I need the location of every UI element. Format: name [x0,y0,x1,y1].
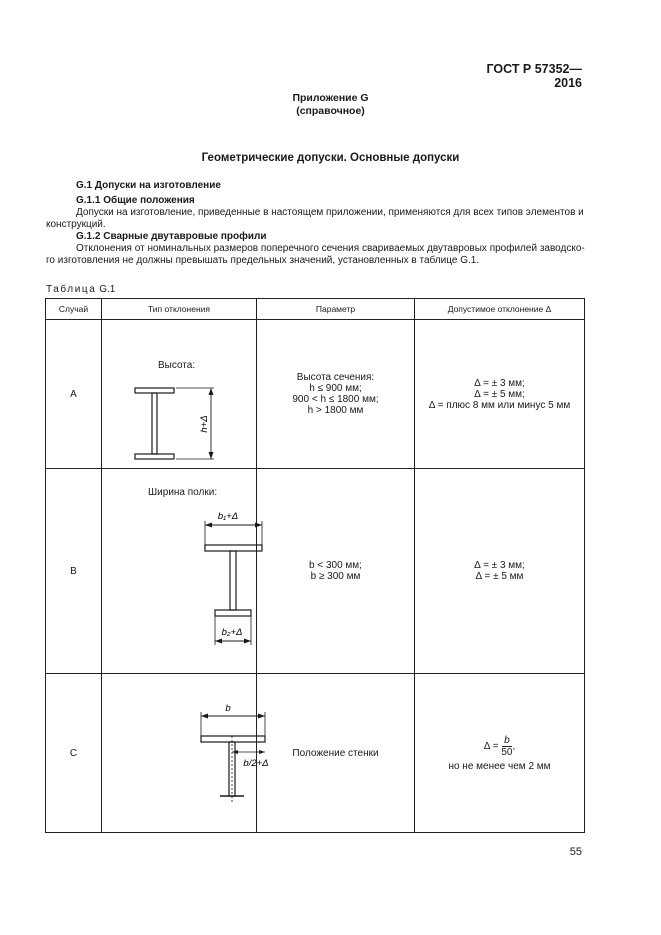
paragraph-g12-line2: го изготовления не должны превышать предельных значений, установленных в таблице G.1. [46,255,480,266]
param-a-line-2: 900 < h ≤ 1800 мм; [292,394,379,405]
dim-label-bottom-width: b₂+Δ [221,627,243,638]
tol-c-suffix: , [512,740,516,752]
i-beam-web-position-figure [102,674,269,832]
case-b: B [46,469,102,674]
tol-b-line-0: Δ = ± 3 мм; [474,560,525,571]
i-beam-height-figure [102,320,257,468]
tol-c-denominator: 50 [501,746,513,758]
i-beam-width-figure [102,469,257,673]
paragraph-g11-line2: конструкций. [46,219,106,230]
heading-g12: G.1.2 Сварные двутавровые профили [76,231,267,242]
type-cell-a [102,320,257,469]
tolerance-cell-c [415,674,585,833]
tol-c-prefix: Δ = [483,740,499,752]
table-caption-word: Таблица [46,284,97,295]
case-c: C [46,674,102,833]
table-caption [46,284,115,295]
appendix-title: Приложение G [292,92,369,104]
tol-a-line-2: Δ = плюс 8 мм или минус 5 мм [428,399,571,411]
param-b-line-1: b ≥ 300 мм [310,571,361,582]
param-a-line-1: h ≤ 900 мм; [309,383,362,394]
tol-c-numerator: b [504,734,510,746]
section-title: Геометрические допуски. Основные допуски [201,152,460,164]
tol-a-line-1: Δ = ± 5 мм; [474,388,525,400]
tol-b-line-1: Δ = ± 5 мм [475,571,524,582]
header-case: Случай [46,299,102,320]
tolerance-cell-b [415,469,585,674]
dim-label-top-width: b₁+Δ [217,511,239,522]
case-a: A [46,320,102,469]
header-parameter: Параметр [257,299,415,320]
table-row [46,469,585,674]
type-cell-c [102,674,269,833]
dim-label-web-offset: b/2+Δ [243,758,269,769]
heading-g11: G.1.1 Общие положения [76,195,195,206]
document-code: ГОСТ Р 57352—2016 [486,62,582,90]
dim-label-height: h+Δ [199,415,210,433]
parameter-cell-b [257,469,415,674]
param-a-line-0: Высота сечения: [296,372,375,383]
param-b-line-0: b < 300 мм; [309,560,362,571]
tol-c-formula [415,735,584,758]
tol-c-fraction [501,735,512,758]
heading-g1: G.1 Допуски на изготовление [76,180,221,191]
paragraph-g11-line1: Допуски на изготовление, приведенные в настоящем приложении, применяются для всех типов элементов и [76,207,584,218]
tol-a-line-0: Δ = ± 3 мм; [474,377,525,389]
paragraph-g12-line1: Отклонения от номинальных размеров поперечного сечения свариваемых двутавровых профилей заводско- [76,243,585,254]
param-c-line-0: Положение стенки [292,747,379,759]
type-label-a: Высота: [158,360,196,371]
table-row [46,320,585,469]
tol-c-line-2: но не менее чем 2 мм [448,760,551,772]
header-type: Тип отклонения [102,299,257,320]
dim-label-flange-width: b [225,703,231,714]
appendix-subtitle: (справочное) [296,105,365,117]
type-cell-b [102,469,257,674]
tolerance-table [45,298,585,833]
table-row [46,674,585,833]
parameter-cell-c [257,674,415,833]
parameter-cell-a [257,320,415,469]
header-tolerance: Допустимое отклонение Δ [415,299,585,320]
type-label-b: Ширина полки: [148,487,218,498]
page-number: 55 [569,846,582,858]
table-caption-id: G.1 [99,284,116,295]
tolerance-cell-a [415,320,585,469]
param-a-line-3: h > 1800 мм [307,405,364,416]
table-header-row [46,299,585,320]
